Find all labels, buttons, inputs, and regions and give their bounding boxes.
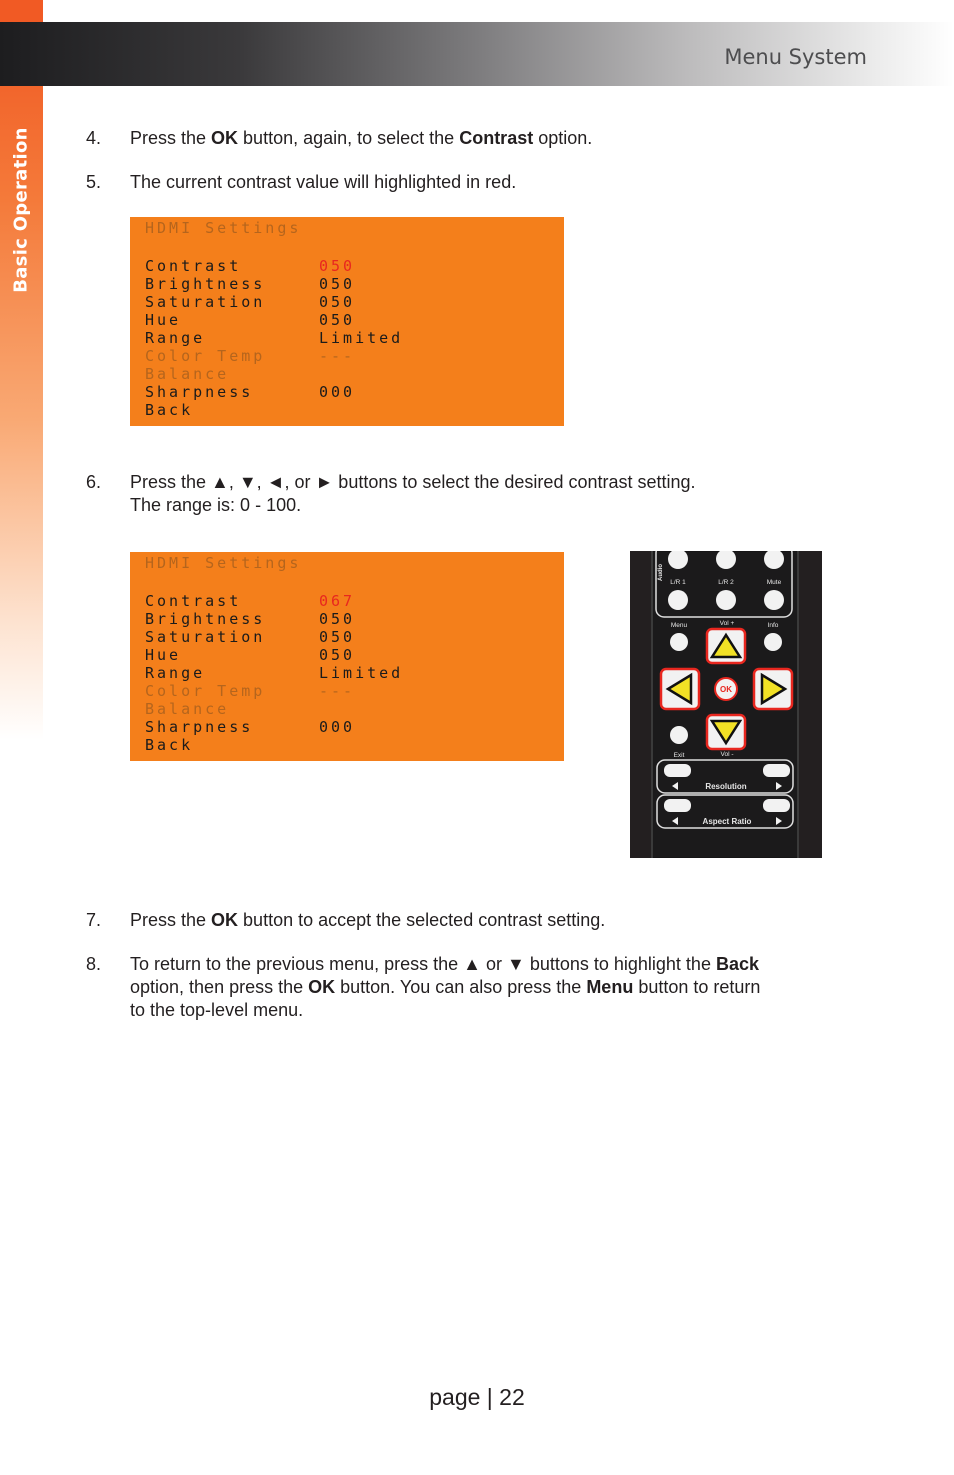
remote-resolution-right-button: [763, 764, 790, 777]
step-number: 7.: [86, 910, 102, 930]
remote-aspect-label: Aspect Ratio: [702, 817, 752, 826]
section-tab: [6, 127, 36, 293]
page-section-title: Menu System: [724, 45, 867, 69]
page-number: page | 22: [429, 1384, 525, 1410]
remote-mute-label: Mute: [766, 579, 782, 586]
osd-title: HDMI Settings: [145, 219, 302, 237]
step-text: The current contrast value will highlighted in red.: [130, 172, 517, 192]
step-text: Press the ▲, ▼, ◄, or ► buttons to select the desired contrast setting. The range is: 0 - 100.: [130, 472, 696, 515]
osd-menu-before: HDMI Settings Contrast 050 Brightness 050 Saturation 050 Hue 050 Range Limited Color Temp --- Balance Sharpness 000 Back: [130, 217, 564, 426]
remote-lr1-label: L/R 1: [670, 579, 686, 586]
remote-resolution-label: Resolution: [705, 782, 747, 791]
remote-vol-up-label: Vol +: [719, 620, 735, 627]
remote-aspect-right-button: [763, 799, 790, 812]
remote-exit-button: [670, 726, 688, 744]
remote-resolution-left-button: [664, 764, 691, 777]
remote-lr1-button: [668, 590, 688, 610]
remote-menu-label: Menu: [670, 622, 688, 629]
osd-title: HDMI Settings: [145, 554, 302, 572]
remote-control-illustration: [630, 551, 822, 858]
step-number: 8.: [86, 954, 102, 974]
remote-info-button: [764, 633, 782, 651]
step-text: Press the OK button to accept the selected contrast setting.: [130, 910, 606, 930]
remote-menu-button: [670, 633, 688, 651]
step-text: To return to the previous menu, press the ▲ or ▼ buttons to highlight the Back option, then press the OK button. You can also press the Menu button to return to the top-level menu.: [130, 954, 761, 1020]
remote-vol-down-label: Vol -: [720, 751, 734, 758]
remote-mute-button: [764, 590, 784, 610]
step-text: Press the OK button, again, to select the Contrast option.: [130, 128, 593, 148]
side-accent-bar: [0, 0, 43, 740]
step-number: 5.: [86, 172, 102, 192]
remote-ok-label: OK: [720, 685, 732, 694]
step-number: 6.: [86, 472, 102, 492]
remote-lr2-label: L/R 2: [718, 579, 734, 586]
section-tab-label: Basic Operation: [10, 127, 32, 293]
remote-lr2-button: [716, 590, 736, 610]
remote-aspect-left-button: [664, 799, 691, 812]
remote-audio-label: Audio: [658, 564, 664, 581]
remote-exit-label: Exit: [673, 752, 685, 759]
remote-info-label: Info: [767, 622, 779, 629]
osd-menu-after: HDMI Settings Contrast 067 Brightness 050 Saturation 050 Hue 050 Range Limited Color Temp --- Balance Sharpness 000 Back: [130, 552, 564, 761]
step-number: 4.: [86, 128, 102, 148]
